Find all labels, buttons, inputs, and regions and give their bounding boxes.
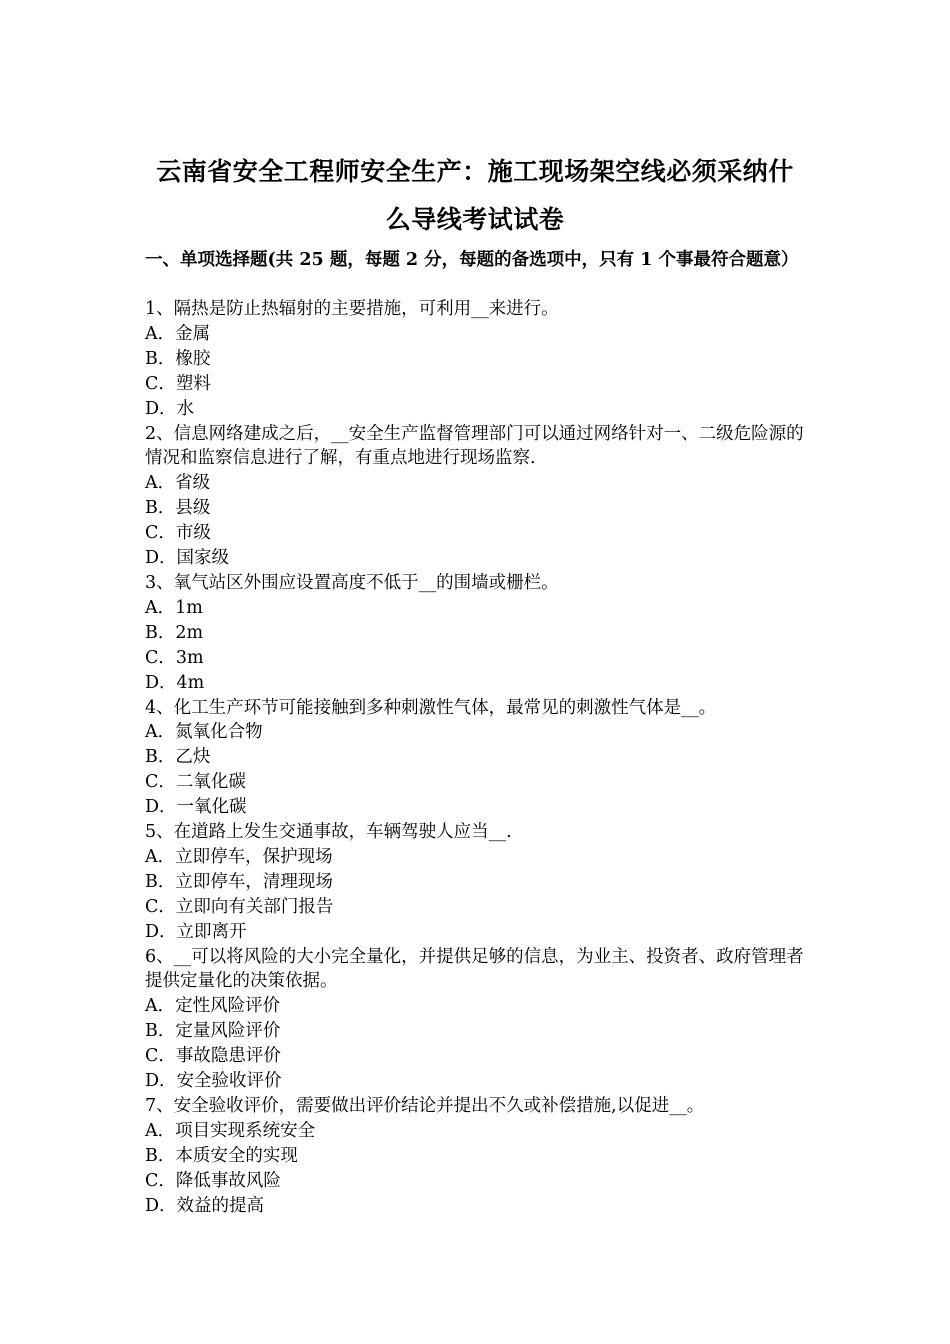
option-d: D．安全验收评价 (145, 1071, 282, 1092)
option-a: A．省级 (145, 473, 211, 494)
option-c: C．市级 (145, 523, 211, 544)
option-d: D．立即离开 (145, 921, 247, 942)
question-block (145, 1094, 810, 1219)
section-heading: 一、单项选择题(共 25 题，每题 2 分，每题的备选项中，只有 1 个事最符合题意） (145, 250, 799, 270)
question-stem: 1、隔热是防止热辐射的主要措施，可利用__来进行。 (145, 299, 559, 319)
option-a: A．金属 (145, 323, 211, 344)
question-stem: 7、安全验收评价，需要做出评价结论并提出不久或补偿措施,以促进__。 (145, 1096, 705, 1116)
question-block (145, 696, 810, 821)
option-a: A．1m (145, 597, 203, 618)
option-a: A．项目实现系统安全 (145, 1120, 316, 1141)
option-b: B．定量风险评价 (145, 1021, 281, 1042)
option-b: B．县级 (145, 498, 211, 519)
question-stem: 3、氧气站区外围应设置高度不低于__的围墙或栅栏。 (145, 572, 559, 593)
option-c: C．3m (145, 647, 204, 668)
option-b: B．橡胶 (145, 348, 211, 369)
option-b: B．立即停车，清理现场 (145, 871, 333, 892)
option-d: D．效益的提高 (145, 1195, 265, 1216)
option-a: A．定性风险评价 (145, 996, 281, 1017)
question-block (145, 820, 810, 945)
option-d: D．4m (145, 672, 205, 693)
option-d: D．水 (145, 398, 195, 419)
question-block (145, 297, 810, 422)
question-list (145, 297, 810, 1219)
question-stem: 4、化工生产环节可能接触到多种刺激性气体，最常见的刺激性气体是__。 (145, 697, 717, 718)
option-d: D．国家级 (145, 548, 230, 569)
option-c: C．二氧化碳 (145, 772, 246, 793)
question-block (145, 945, 810, 1094)
option-b: B．本质安全的实现 (145, 1145, 298, 1166)
question-block (145, 571, 810, 696)
option-c: C．立即向有关部门报告 (145, 896, 334, 917)
option-c: C．塑料 (145, 373, 211, 394)
option-c: C．事故隐患评价 (145, 1046, 281, 1067)
option-b: B．2m (145, 622, 204, 643)
document-title-line-2: 么导线考试试卷 (385, 205, 565, 234)
question-block (145, 422, 810, 571)
option-b: B．乙炔 (145, 747, 211, 768)
option-c: C．降低事故风险 (145, 1170, 281, 1191)
question-stem: 5、在道路上发生交通事故，车辆驾驶人应当__. (145, 822, 512, 843)
document-title-line-1: 云南省安全工程师安全生产：施工现场架空线必须采纳什 (156, 157, 794, 186)
option-d: D．一氧化碳 (145, 797, 247, 818)
option-a: A．立即停车，保护现场 (145, 846, 333, 867)
option-a: A．氮氧化合物 (145, 722, 263, 743)
question-stem: 2、信息网络建成之后，__安全生产监督管理部门可以通过网络针对一、二级危险源的情况和监察信息进行了解，有重点地进行现场监察. (145, 423, 804, 469)
question-stem: 6、__可以将风险的大小完全量化，并提供足够的信息，为业主、投资者、政府管理者提供定量化的决策依据。 (145, 946, 804, 992)
